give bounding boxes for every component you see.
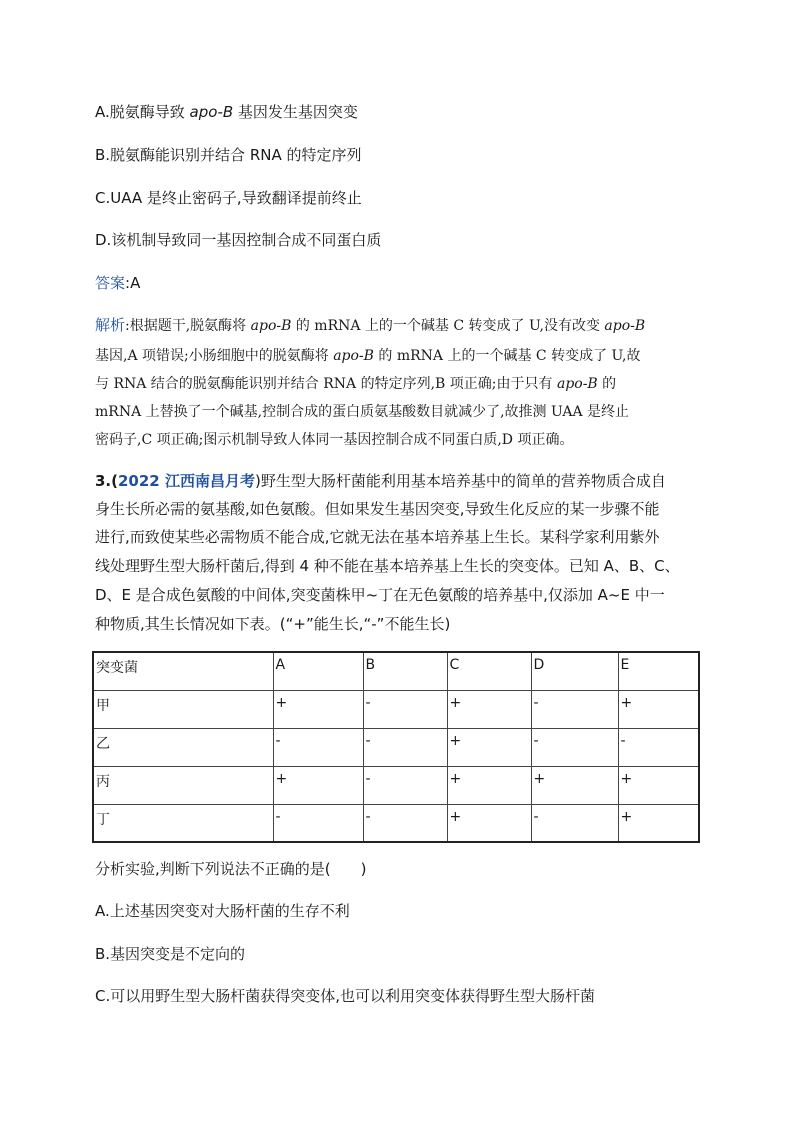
table-cell: - <box>531 690 618 728</box>
answer-value: A <box>130 274 141 292</box>
table-row <box>93 766 699 804</box>
question-source: 2022 江西南昌月考 <box>118 472 255 490</box>
question-3-line: D、E 是合成色氨酸的中间体,突变菌株甲~丁在无色氨酸的培养基中,仅添加 A~E 中一 <box>95 586 665 604</box>
table-cell: - <box>273 804 363 842</box>
table-cell: + <box>618 766 699 804</box>
table-cell: 丙 <box>93 766 273 804</box>
table-header-row <box>93 652 699 690</box>
table-cell: + <box>273 766 363 804</box>
gene-name: apo-B <box>189 103 234 121</box>
table-header-cell: E <box>618 652 699 690</box>
table-cell: + <box>618 804 699 842</box>
q3-option-b: B.基因突变是不定向的 <box>95 945 246 963</box>
table-cell: + <box>531 766 618 804</box>
growth-table <box>92 651 700 843</box>
table-cell: + <box>447 690 531 728</box>
option-d: D.该机制导致同一基因控制合成不同蛋白质 <box>95 231 382 249</box>
table-cell: - <box>531 804 618 842</box>
question-3-stem: 分析实验,判断下列说法不正确的是( ) <box>95 860 367 878</box>
analysis-label: 解析 <box>95 316 126 334</box>
answer: 答案:A <box>95 274 141 292</box>
question-3-line: 身生长所必需的氨基酸,如色氨酸。但如果发生基因突变,导致生化反应的某一步骤不能 <box>95 500 660 518</box>
answer-label: 答案 <box>95 274 126 292</box>
table-cell: - <box>618 728 699 766</box>
table-row <box>93 690 699 728</box>
table-cell: + <box>447 766 531 804</box>
table-cell: + <box>447 728 531 766</box>
table-cell: + <box>273 690 363 728</box>
table-cell: - <box>363 766 447 804</box>
table-header-cell: D <box>531 652 618 690</box>
table-row <box>93 728 699 766</box>
table-cell: + <box>447 804 531 842</box>
table-header-cell: 突变菌 <box>93 652 273 690</box>
table-cell: - <box>531 728 618 766</box>
question-3-line: 进行,而致使某些必需物质不能合成,它就无法在基本培养基上生长。某科学家利用紫外 <box>95 528 660 546</box>
analysis-line: 密码子,C 项正确;图示机制导致人体同一基因控制合成不同蛋白质,D 项正确。 <box>95 432 574 448</box>
table-cell: - <box>363 804 447 842</box>
table-cell: + <box>618 690 699 728</box>
q3-option-c: C.可以用野生型大肠杆菌获得突变体,也可以利用突变体获得野生型大肠杆菌 <box>95 987 596 1005</box>
table-cell: 丁 <box>93 804 273 842</box>
table-cell: 甲 <box>93 690 273 728</box>
q3-option-a: A.上述基因突变对大肠杆菌的生存不利 <box>95 902 350 920</box>
option-c: C.UAA 是终止密码子,导致翻译提前终止 <box>95 189 362 207</box>
question-3-line: 种物质,其生长情况如下表。(“+”能生长,“-”不能生长) <box>95 615 451 633</box>
table-cell: - <box>363 690 447 728</box>
analysis-line: 解析:根据题干,脱氨酶将 apo-B 的 mRNA 上的一个碱基 C 转变成了 U,没有改变 apo-B <box>95 316 646 334</box>
table-header-cell: C <box>447 652 531 690</box>
analysis-line: mRNA 上替换了一个碱基,控制合成的蛋白质氨基酸数目就减少了,故推测 UAA 是终止 <box>95 404 630 420</box>
table-header-cell: B <box>363 652 447 690</box>
table-cell: - <box>363 728 447 766</box>
option-b: B.脱氨酶能识别并结合 RNA 的特定序列 <box>95 146 362 164</box>
table-cell: 乙 <box>93 728 273 766</box>
table-cell: - <box>273 728 363 766</box>
table-row <box>93 804 699 842</box>
question-3-line: 3.(2022 江西南昌月考)野生型大肠杆菌能利用基本培养基中的简单的营养物质合成自 <box>95 472 666 490</box>
analysis-line: 基因,A 项错误;小肠细胞中的脱氨酶将 apo-B 的 mRNA 上的一个碱基 C 转变成了 U,故 <box>95 348 641 364</box>
option-a: A.脱氨酶导致 apo-B 基因发生基因突变 <box>95 103 358 121</box>
table-header-cell: A <box>273 652 363 690</box>
question-3-line: 线处理野生型大肠杆菌后,得到 4 种不能在基本培养基上生长的突变体。已知 A、B、C、 <box>95 557 680 575</box>
analysis-line: 与 RNA 结合的脱氨酶能识别并结合 RNA 的特定序列,B 项正确;由于只有 apo-B 的 <box>95 376 617 392</box>
